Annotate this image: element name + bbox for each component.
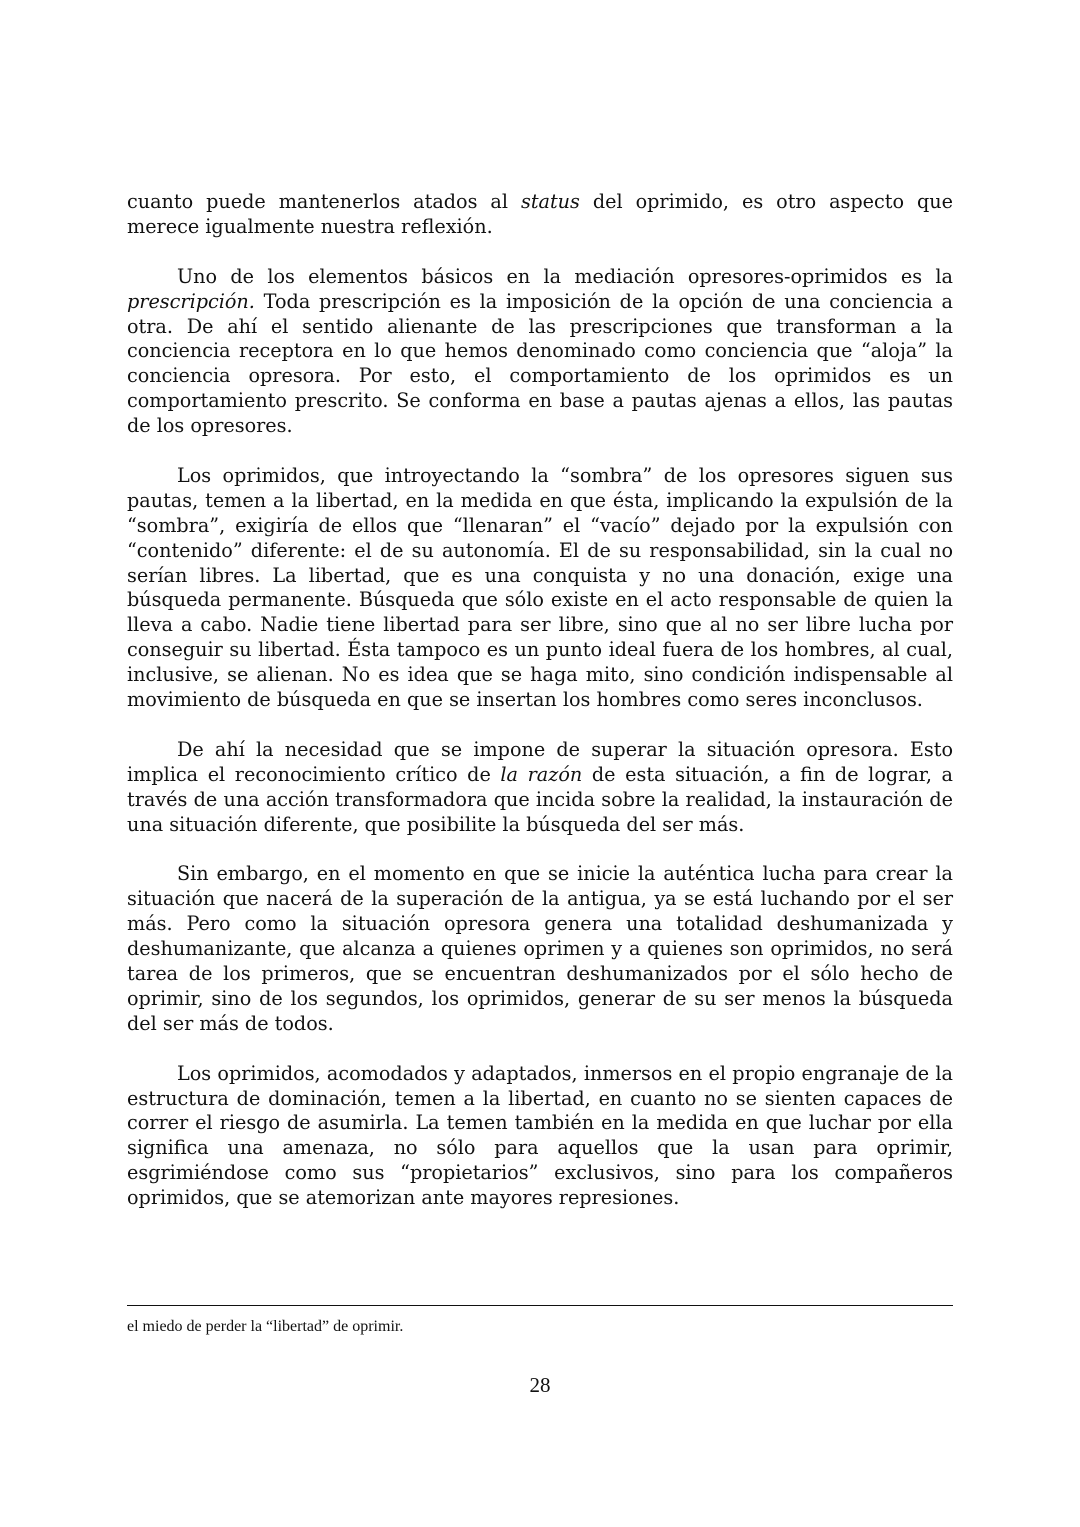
italic-term-la-razon: la razón [500,762,583,786]
text-run: de esta situación, a fin de lograr, a través de una acción transformadora que incida sobre la realidad, la instauración de una situación diferente, que posibilite la búsqueda del ser más. [127,762,953,836]
paragraph-5: Sin embargo, en el momento en que se inicie la auténtica lucha para crear la situación que nacerá de la superación de la antigua, ya se está luchando por el ser más. Pero como la situación opresora genera una totalidad deshumanizada y deshumanizante, que alcanza a quienes oprimen y a quienes son oprimidos, no será tarea de los primeros, que se encuentran deshumanizados por el sólo hecho de oprimir, sino de los segundos, los oprimidos, generar de su ser menos la búsqueda del ser más de todos. [127,862,953,1035]
italic-term-status: status [520,190,580,213]
paragraph-6: Los oprimidos, acomodados y adaptados, inmersos en el propio engranaje de la estructura de dominación, temen a la libertad, en cuanto no se sienten capaces de correr el riesgo de asumirla. La temen también en la medida en que luchar por ella significa una amenaza, no sólo para aquellos que la usan para oprimir, esgrimiéndose como sus “propietarios” exclusivos, sino para los compañeros oprimidos, que se atemorizan ante mayores represiones. [127,1061,953,1210]
page-body [127,190,953,1236]
text-run: De ahí la necesidad que se impone de superar la situación opresora. Esto implica el reconocimiento crítico de [127,737,953,786]
text-run: cuanto puede mantenerlos atados al [127,190,521,213]
text-run: Toda prescripción es la imposición de la opción de una conciencia a otra. De ahí el sentido alienante de las prescripciones que transforman a la conciencia receptora en lo que hemos denominado como conciencia que “aloja” la conciencia opresora. Por esto, el comportamiento de los oprimidos es un comportamiento prescrito. Se conforma en base a pautas ajenas a ellos, las pautas de los opresores. [127,289,953,438]
paragraph-2 [127,265,953,439]
footnote-text: el miedo de perder la “libertad” de oprimir. [127,1318,404,1335]
paragraph-1 [127,190,953,240]
page-number: 28 [529,1373,551,1397]
paragraph-4 [127,738,953,838]
paragraph-3: Los oprimidos, que introyectando la “sombra” de los opresores siguen sus pautas, temen a la libertad, en la medida en que ésta, implicando la expulsión de la “sombra”, exigiría de ellos que “llenaran” el “vacío” dejado por la expulsión con “contenido” diferente: el de su autonomía. El de su responsabilidad, sin la cual no serían libres. La libertad, que es una conquista y no una donación, exige una búsqueda permanente. Búsqueda que sólo existe en el acto responsable de quien la lleva a cabo. Nadie tiene libertad para ser libre, sino que al no ser libre lucha por conseguir su libertad. Ésta tampoco es un punto ideal fuera de los hombres, al cual, inclusive, se alienan. No es idea que se haga mito, sino condición indispensable al movimiento de búsqueda en que se insertan los hombres como seres inconclusos. [127,463,953,712]
text-run: Uno de los elementos básicos en la mediación opresores-oprimidos es la [177,264,953,288]
italic-term-prescripcion: prescripción. [127,289,255,313]
text-run: del oprimido, es otro aspecto que merece igualmente nuestra reflexión. [127,190,953,238]
footnote-divider [127,1305,953,1306]
